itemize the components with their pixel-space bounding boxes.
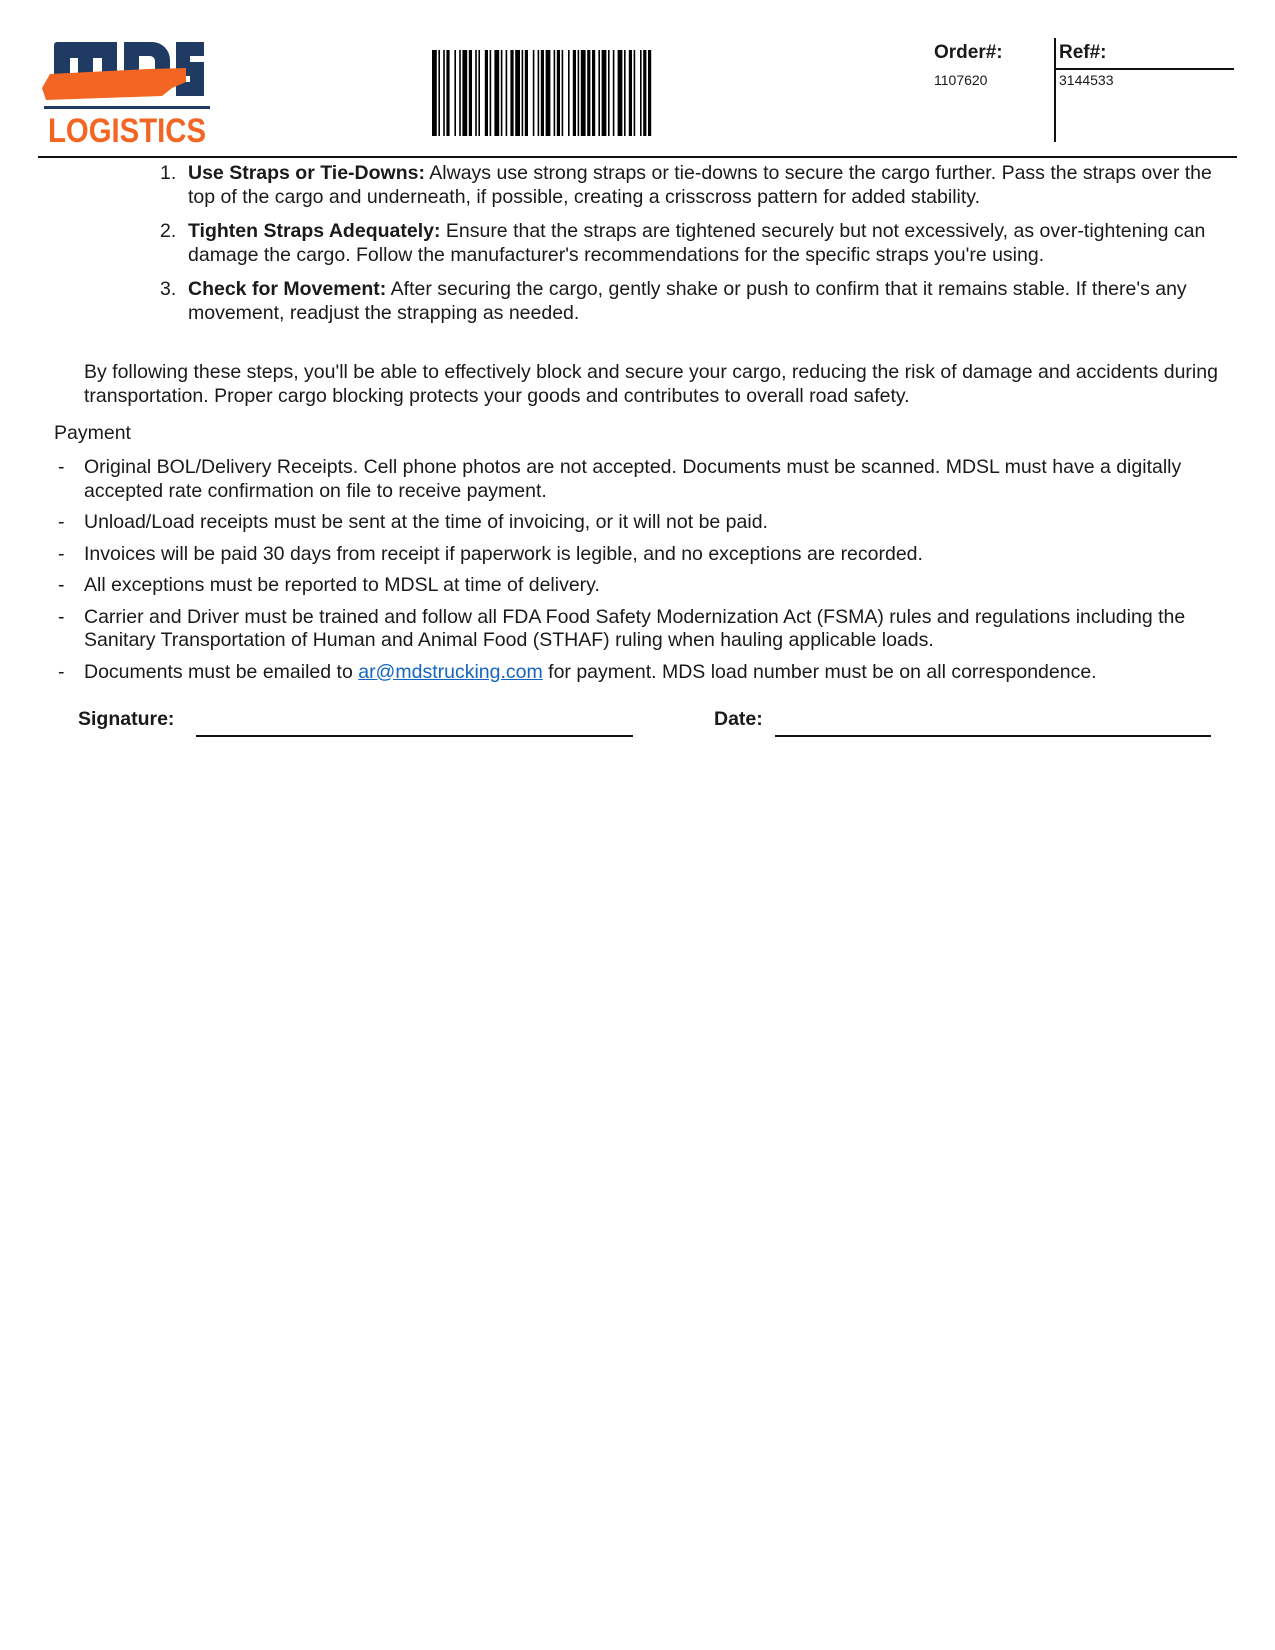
payment-term: [58, 661, 1228, 685]
barcode-bar: [432, 50, 437, 136]
barcode-bar: [573, 50, 576, 136]
barcode-bar: [462, 50, 467, 136]
barcode-bar: [501, 50, 503, 136]
barcode-bar: [602, 50, 607, 136]
barcode-icon: [432, 50, 817, 136]
barcode-bar: [546, 50, 551, 136]
barcode-bar: [557, 50, 560, 136]
barcode-bar: [629, 50, 632, 136]
payment-term: [58, 511, 1228, 535]
bullet-dash: -: [58, 456, 65, 478]
barcode-bar: [568, 50, 570, 136]
barcode-bar: [643, 50, 646, 136]
step-item: [160, 220, 1220, 267]
bullet-dash: -: [58, 660, 65, 683]
payment-term-text: Unload/Load receipts must be sent at the time of invoicing, or it will not be paid.: [84, 511, 768, 533]
step-number: 2.: [160, 220, 177, 242]
date-line: [775, 735, 1211, 737]
ref-number-value: 3144533: [1059, 72, 1114, 88]
payment-term: [58, 456, 1228, 503]
email-term-after: for payment. MDS load number must be on all correspondence.: [542, 660, 1097, 683]
barcode-bar: [510, 50, 513, 136]
summary-paragraph: By following these steps, you'll be able to effectively block and secure your cargo, reducing the risk of damage and accidents during transportation. Proper cargo blocking protects your goods and contributes to overall road safety.: [84, 361, 1218, 407]
order-reference-block: [934, 38, 1234, 144]
barcode-bar: [478, 50, 480, 136]
bullet-dash: -: [58, 605, 65, 628]
payment-heading: Payment: [54, 422, 131, 444]
barcode-bar: [459, 50, 461, 136]
step-text: Always use strong straps or tie-downs to secure the cargo further. Pass the straps over the top of the cargo and underneath, if possible, creating a crisscross pattern for added stability.: [188, 162, 1212, 208]
barcode-bar: [533, 50, 535, 136]
step-text: After securing the cargo, gently shake or push to confirm that it remains stable. If there's any movement, readjust the strapping as needed.: [188, 278, 1187, 324]
bullet-dash: -: [58, 511, 65, 533]
barcode-bar: [578, 50, 580, 136]
cargo-steps-list: [160, 162, 1220, 336]
step-title: Tighten Straps Adequately:: [188, 220, 441, 242]
step-number: 3.: [160, 278, 177, 300]
step-title: Check for Movement:: [188, 278, 387, 300]
ref-number-label: Ref#:: [1059, 42, 1107, 63]
signature-line: [196, 735, 633, 737]
payment-term-text: All exceptions must be reported to MDSL at time of delivery.: [84, 574, 600, 596]
order-number-value: 1107620: [934, 72, 988, 88]
payment-term: [58, 574, 1228, 598]
barcode-bar: [515, 50, 520, 136]
barcode-bar: [506, 50, 508, 136]
svg-text:LOGISTICS: LOGISTICS: [48, 112, 206, 148]
barcode-bar: [490, 50, 492, 136]
barcode-bar: [613, 50, 615, 136]
barcode-bar: [485, 50, 488, 136]
barcode-bar: [554, 50, 556, 136]
step-item: [160, 162, 1220, 209]
barcode-bar: [581, 50, 586, 136]
barcode-bar: [522, 50, 524, 136]
payment-terms-list: [58, 456, 1228, 692]
barcode-bar: [618, 50, 623, 136]
barcode-bar: [525, 50, 528, 136]
barcode-bar: [608, 50, 610, 136]
barcode-bar: [587, 50, 590, 136]
order-number-label: Order#:: [934, 42, 1003, 63]
ref-underline: [1054, 68, 1234, 70]
email-link[interactable]: ar@mdstrucking.com: [358, 660, 543, 683]
barcode-bar: [438, 50, 440, 136]
header-divider: [38, 156, 1237, 158]
barcode-bar: [640, 50, 642, 136]
bullet-dash: -: [58, 542, 65, 565]
bullet-dash: -: [58, 574, 65, 596]
step-title: Use Straps or Tie-Downs:: [188, 162, 425, 184]
company-logo: [40, 38, 215, 148]
barcode-bar: [624, 50, 626, 136]
barcode-bar: [475, 50, 477, 136]
barcode-bar: [598, 50, 600, 136]
payment-term-text: Carrier and Driver must be trained and follow all FDA Food Safety Modernization Act (FSMA) rules and regulations including the Sanitary Transportation of Human and Animal Food (STHAF) ruling when hauling applicable loads.: [84, 605, 1186, 651]
barcode-bar: [454, 50, 456, 136]
barcode-bar: [562, 50, 564, 136]
barcode-bar: [592, 50, 595, 136]
barcode-bar: [494, 50, 499, 136]
date-label: Date:: [714, 708, 763, 730]
order-divider: [1054, 38, 1056, 142]
payment-term-text: Original BOL/Delivery Receipts. Cell phone photos are not accepted. Documents must be scanned. MDSL must have a digitally accepted rate confirmation on file to receive payment.: [84, 456, 1182, 502]
barcode-bar: [469, 50, 472, 136]
step-number: 1.: [160, 162, 177, 184]
signature-label: Signature:: [78, 708, 175, 730]
step-text: Ensure that the straps are tightened securely but not excessively, as over-tightening can damage the cargo. Follow the manufacturer's recommendations for the specific straps you're using.: [188, 220, 1206, 266]
barcode-bar: [648, 50, 651, 136]
barcode-bar: [443, 50, 445, 136]
payment-term-text: Invoices will be paid 30 days from receipt if paperwork is legible, and no exceptions are recorded.: [84, 542, 923, 565]
barcode-bar: [634, 50, 636, 136]
payment-term: [58, 543, 1228, 567]
payment-term: [58, 606, 1228, 653]
email-term-before: Documents must be emailed to: [84, 660, 359, 683]
barcode-bar: [446, 50, 449, 136]
barcode-bar: [538, 50, 540, 136]
step-item: [160, 278, 1220, 325]
barcode-bar: [541, 50, 544, 136]
